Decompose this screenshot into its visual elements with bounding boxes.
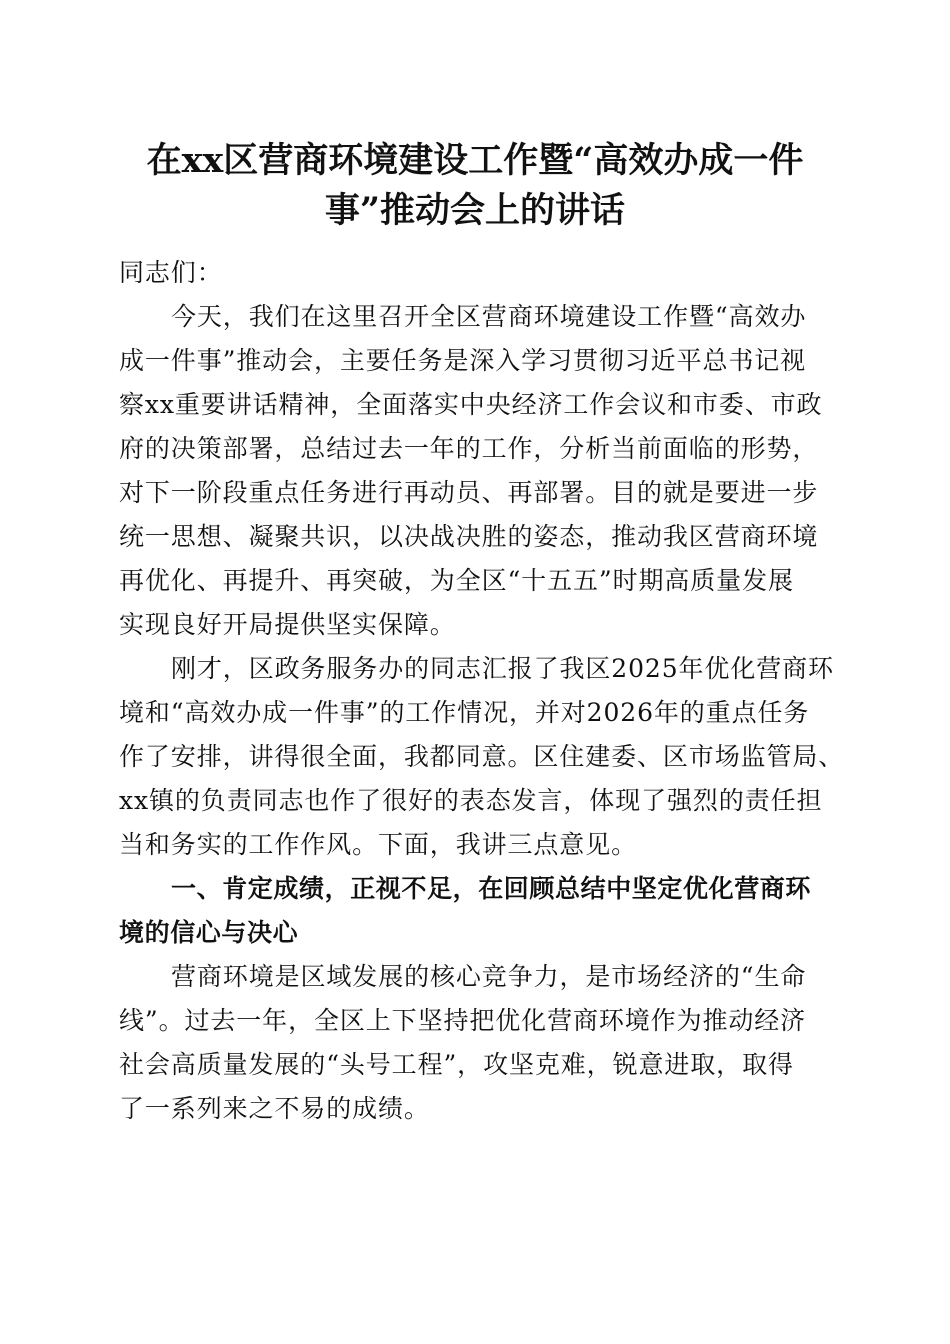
title-line: 事”推动会上的讲话 [324,190,626,231]
salutation: 同志们： [119,258,223,287]
paragraph-line: 府的决策部署，总结过去一年的工作，分析当前面临的形势， [119,434,819,463]
paragraph-line: 刚才，区政务服务办的同志汇报了我区2025年优化营商环 [171,654,834,683]
document-title [118,136,832,236]
paragraph-line: 察xx重要讲话精神，全面落实中央经济工作会议和市委、市政 [119,390,823,419]
paragraph-line: 境和“高效办成一件事”的工作情况，并对2026年的重点任务 [119,698,810,727]
paragraph-line: 作了安排，讲得很全面，我都同意。区住建委、区市场监管局、 [119,742,845,771]
paragraph-line: 对下一阶段重点任务进行再动员、再部署。目的就是要进一步 [119,478,819,507]
paragraph-line: xx镇的负责同志也作了很好的表态发言，体现了强烈的责任担 [119,786,823,815]
paragraph-line: 今天，我们在这里召开全区营商环境建设工作暨“高效办 [171,302,807,331]
document-body [119,251,845,1131]
paragraph-line: 当和务实的工作作风。下面，我讲三点意见。 [119,830,638,859]
paragraph-line: 营商环境是区域发展的核心竞争力，是市场经济的“生命 [171,962,807,991]
heading-line: 境的信心与决心 [119,918,299,947]
paragraph-line: 社会高质量发展的“头号工程”，攻坚克难，锐意进取，取得 [119,1050,794,1079]
paragraph-business-environment [119,955,825,1131]
paragraph-line: 实现良好开局提供坚实保障。 [119,610,456,639]
section-heading [119,867,825,955]
heading-line: 一、肯定成绩，正视不足，在回顾总结中坚定优化营商环 [171,874,812,903]
title-line: 在xx区营商环境建设工作暨“高效办成一件 [146,140,804,181]
paragraph-line: 了一系列来之不易的成绩。 [119,1094,430,1123]
paragraph-line: 成一件事”推动会，主要任务是深入学习贯彻习近平总书记视 [119,346,807,375]
paragraph-line: 线”。过去一年，全区上下坚持把优化营商环境作为推动经济 [119,1006,807,1035]
paragraph-line: 再优化、再提升、再突破，为全区“十五五”时期高质量发展 [119,566,794,595]
paragraph-opening [119,295,825,647]
paragraph-report [119,647,845,867]
paragraph-line: 统一思想、凝聚共识，以决战决胜的姿态，推动我区营商环境 [119,522,819,551]
